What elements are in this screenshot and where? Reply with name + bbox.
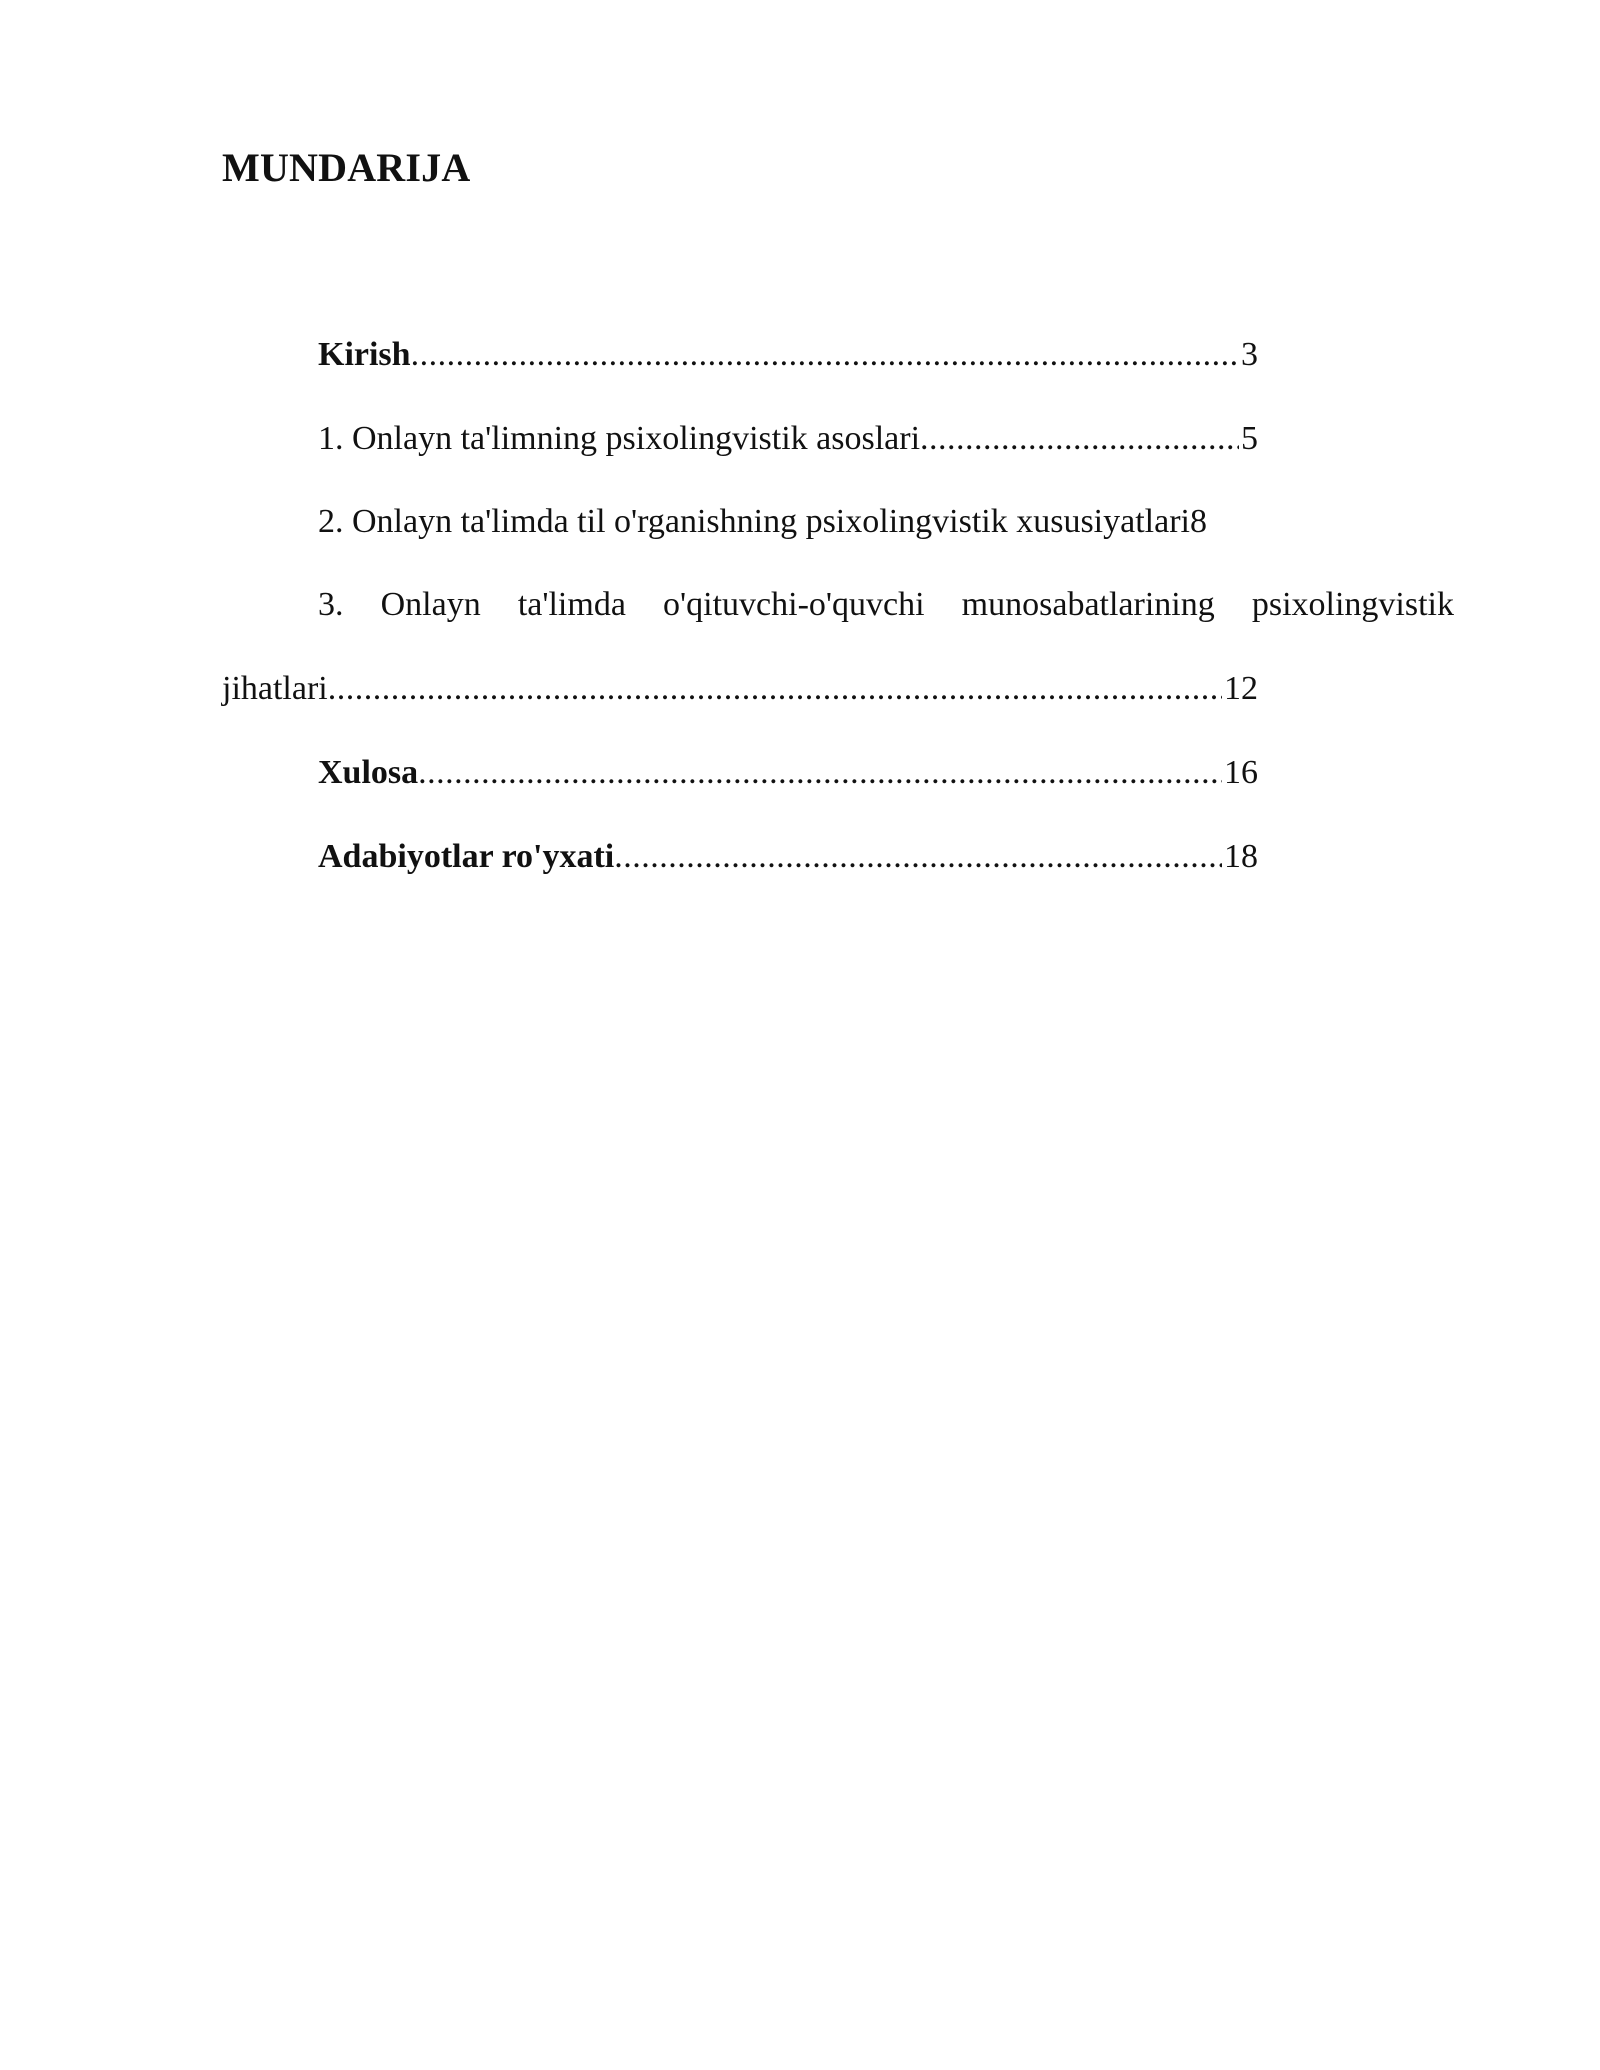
toc-entry-section-1 [318,422,1258,456]
toc-entry-label: jihatlari [222,670,328,707]
toc-entry-label: 2. Onlayn ta'limda til o'rganishning psixolingvistik xususiyatlari [318,503,1190,540]
toc-leader-dots [614,840,1222,874]
toc-page-number: 3 [1241,336,1258,373]
toc-entry-label: 1. Onlayn ta'limning psixolingvistik asoslari [318,420,921,457]
toc-entry-section-3-line-2 [222,672,1258,706]
toc-entry-label: Kirish [318,336,411,373]
toc-entry-adabiyotlar [318,840,1258,874]
page-title: MUNDARIJA [222,145,471,190]
toc-entry-xulosa [318,756,1258,790]
toc-leader-dots [411,338,1239,372]
toc-leader-dots [328,672,1222,706]
toc-page-number: 5 [1241,420,1258,457]
toc-page-number: 12 [1224,670,1258,707]
toc-leader-dots [920,422,1239,456]
toc-entry-label: Adabiyotlar ro'yxati [318,838,615,875]
toc-entry-label: Xulosa [318,754,419,791]
toc-entry-section-3-line-1: 3. Onlayn ta'limda o'qituvchi-o'quvchi munosabatlarining psixolingvistik [318,586,1454,623]
toc-page-number: 8 [1189,503,1207,540]
toc-entry-kirish [318,338,1258,372]
toc-entry-section-2 [318,505,1207,539]
toc-page-number: 16 [1224,754,1258,791]
toc-leader-dots [418,756,1222,790]
toc-page-number: 18 [1224,838,1258,875]
